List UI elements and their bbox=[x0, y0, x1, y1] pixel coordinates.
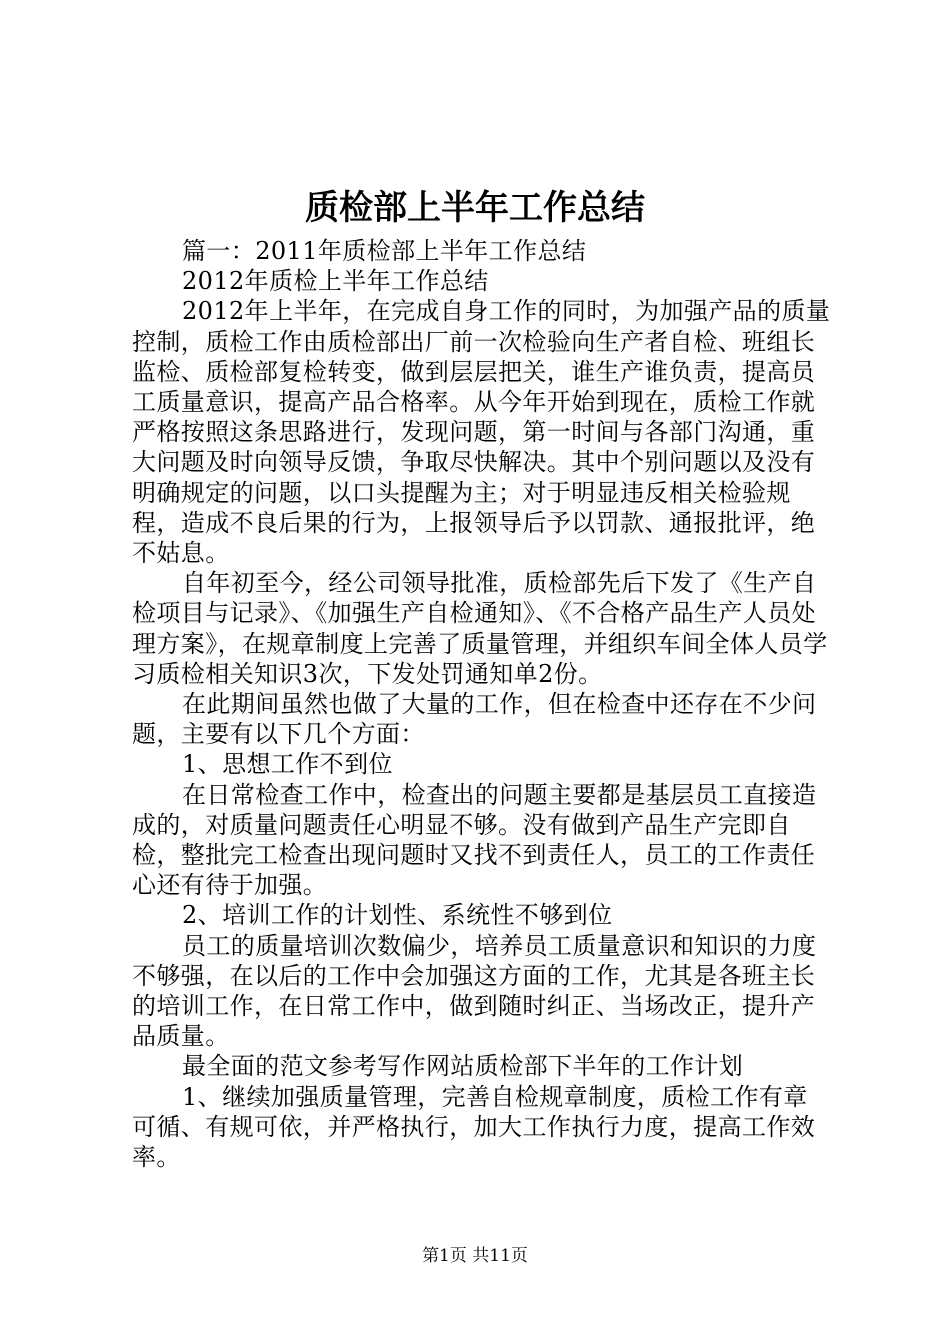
list-heading: 2、培训工作的计划性、系统性不够到位 bbox=[182, 901, 613, 930]
document-body bbox=[132, 236, 832, 1172]
body-paragraph: 在此期间虽然也做了大量的工作，但在检查中还存在不少问题，主要有以下几个方面： bbox=[132, 690, 817, 749]
section-heading: 篇一：2011年质检部上半年工作总结 bbox=[182, 237, 587, 265]
page-number: 第1页 共11页 bbox=[422, 1246, 528, 1266]
body-paragraph: 1、继续加强质量管理，完善自检规章制度，质检工作有章可循、有规可依，并严格执行，加大工作执行力度，提高工作效率。 bbox=[132, 1082, 816, 1172]
subtitle-paragraph: 2012年质检上半年工作总结 bbox=[182, 267, 489, 296]
document-title: 质检部上半年工作总结 bbox=[305, 188, 645, 228]
body-paragraph: 自年初至今，经公司领导批准，质检部先后下发了《生产自检项目与记录》、《加强生产自检通知》、《不合格产品生产人员处理方案》，在规章制度上完善了质量管理，并组织车间全体人员学习质检相关知识3次，下发处罚通知单2份。 bbox=[132, 569, 828, 688]
body-paragraph: 员工的质量培训次数偏少，培养员工质量意识和知识的力度不够强，在以后的工作中会加强这方面的工作，尤其是各班主长的培训工作，在日常工作中，做到随时纠正、当场改正，提升产品质量。 bbox=[132, 931, 817, 1051]
body-paragraph: 在日常检查工作中，检查出的问题主要都是基层员工直接造成的，对质量问题责任心明显不够。没有做到产品生产完即自检，整批完工检查出现问题时又找不到责任人，员工的工作责任心还有待于加强。 bbox=[132, 780, 817, 900]
section-heading: 最全面的范文参考写作网站质检部下半年的工作计划 bbox=[182, 1052, 744, 1081]
body-paragraph: 2012年上半年，在完成自身工作的同时，为加强产品的质量控制，质检工作由质检部出厂前一次检验向生产者自检、班组长监检、质检部复检转变，做到层层把关，谁生产谁负责，提高员工质量意识，提高产品合格率。从今年开始到现在，质检工作就严格按照这条思路进行，发现问题，第一时间与各部门沟通，重大问题及时向领导反馈，争取尽快解决。其中个别问题以及没有明确规定的问题，以口头提醒为主；对于明显违反相关检验规程，造成不良后果的行为，上报领导后予以罚款、通报批评，绝不姑息。 bbox=[132, 297, 831, 568]
list-heading: 1、思想工作不到位 bbox=[182, 750, 393, 779]
